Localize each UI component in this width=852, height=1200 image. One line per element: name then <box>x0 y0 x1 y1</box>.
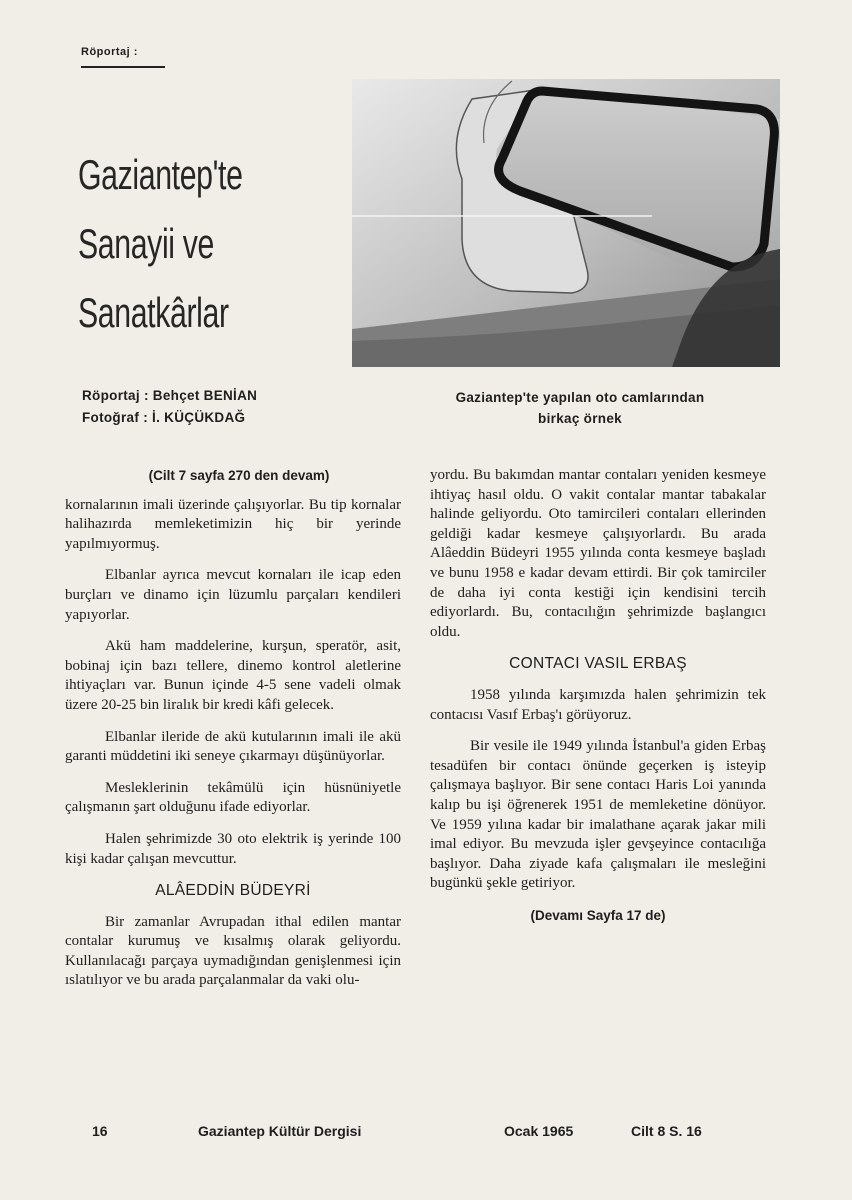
paragraph: Mesleklerinin tekâmülü için hüsnüniyetle çalışmanın şart olduğunu ifade ediyorlar. <box>65 779 401 816</box>
paragraph: Akü ham maddelerine, kurşun, speratör, asit, bobinaj için bazı tellere, dinemo kontrol aletlerine ihtiyaçları var. Bunun içinde 4-5 sene vadeli olmak üzere 20-25 bin liralık bir kredi kâfi gelecek. <box>65 638 401 713</box>
photo-credit: Fotoğraf : İ. KÜÇÜKDAĞ <box>82 410 246 425</box>
interview-credit: Röportaj : Behçet BENİAN <box>82 388 258 403</box>
section-heading: ALÂEDDİN BÜDEYRİ <box>155 882 311 900</box>
paragraph: Bir vesile ile 1949 yılında İstanbul'a giden Erbaş tesadüfen bir contacı önünde geçerken iş isteyip çalışmaya başlıyor. Bir sene contacı Haris Loi yanında kalıp bu işi öğrenerek 1951 de memleketine dönüyor. Ve 1959 yılına kadar bir imalathane açarak jakar mili imal ediyor. Bu mevzuda işler gevşeyince contacılığa başlıyor. Daha ziyade kafa çalışmaları ile mesleğini bugünkü şekle getiriyor. <box>430 738 766 892</box>
section-heading: CONTACI VASIL ERBAŞ <box>509 655 687 673</box>
column-right <box>430 466 766 937</box>
paragraph: Elbanlar ileride de akü kutularının imali ile akü garanti müddetini iki seneye çıkarmayı düşünüyorlar. <box>65 728 401 765</box>
section-rule <box>81 66 165 68</box>
paragraph: Bir zamanlar Avrupadan ithal edilen mantar contalar kurumuş ve kısalmış olarak geliyordu. Kullanılacağı parçaya uymadığından genişlenmesi için ıslatılıyor ve bu arada parçalanmalar da vaki olu- <box>65 913 401 989</box>
paragraph: Elbanlar ayrıca mevcut kornaları ile icap eden burçları ve dinamo için lüzumlu parçaları kendileri yapıyorlar. <box>65 567 401 623</box>
section-label: Röportaj : <box>81 46 138 58</box>
magazine-name: Gaziantep Kültür Dergisi <box>198 1123 362 1139</box>
title-line-3: Sanatkârlar <box>78 289 229 336</box>
paragraph: 1958 yılında karşımızda halen şehrimizin tek contacısı Vasıf Erbaş'ı görüyoruz. <box>430 686 766 723</box>
caption-line-2: birkaç örnek <box>538 411 622 426</box>
continued-note: (Cilt 7 sayfa 270 den devam) <box>148 468 330 483</box>
title-line-2: Sanayii ve <box>78 220 214 267</box>
paragraph: kornalarının imali üzerinde çalışıyorlar. Bu tip kornalar halihazırda memleketimizin hiç bir yerinde yapılmıyormuş. <box>65 496 401 552</box>
photo-caption <box>405 387 755 429</box>
issue-volume: Cilt 8 S. 16 <box>631 1123 702 1139</box>
page-number: 16 <box>92 1123 108 1139</box>
issue-date: Ocak 1965 <box>504 1123 574 1139</box>
paragraph: yordu. Bu bakımdan mantar contaları yeniden kesmeye ihtiyaç hasıl oldu. O vakit contalar mantar tabakalar halinde geliyordu. Oto tamircileri contaları ellerinden geldiği kadar kesmeye çalışıyorlardı. Bu arada Alâeddin Büdeyri 1955 yılında conta kesmeye başladı ve bunu 1958 e kadar devam ettirdi. Bir çok tamirciler de daha iyi conta kestiği için kendisini tercih ediyorlardı. Bu, contacılığın şehrimizde başlangıcı oldu. <box>430 467 766 640</box>
car-glass-photo <box>352 79 780 367</box>
continued-on-note: (Devamı Sayfa 17 de) <box>530 907 666 923</box>
column-left <box>65 466 401 1003</box>
title-line-1: Gaziantep'te <box>78 151 243 198</box>
credits <box>82 385 257 429</box>
caption-line-1: Gaziantep'te yapılan oto camlarından <box>455 390 705 405</box>
article-title <box>78 140 272 347</box>
paragraph: Halen şehrimizde 30 oto elektrik iş yerinde 100 kişi kadar çalışan mevcuttur. <box>65 830 401 867</box>
